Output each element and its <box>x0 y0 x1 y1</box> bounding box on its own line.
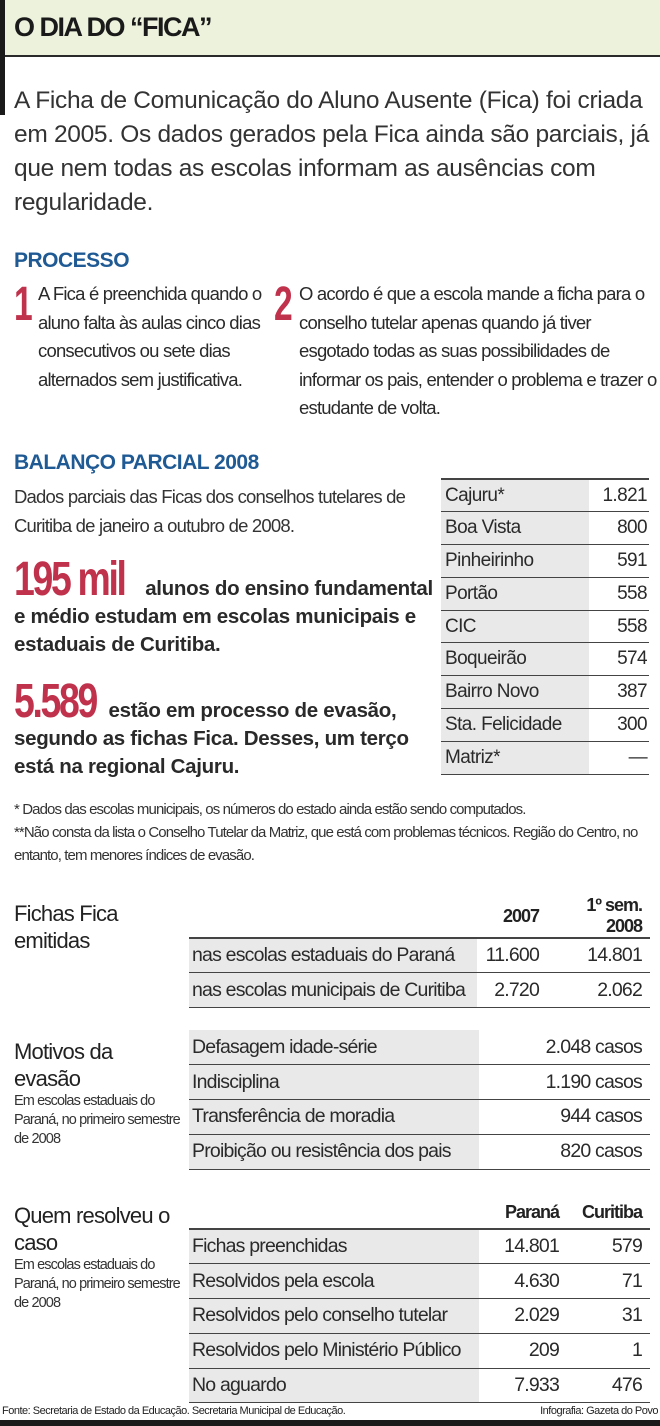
row-value: 14.801 <box>479 1229 567 1264</box>
intro-paragraph: A Ficha de Comunicação do Aluno Ausente (Fica) foi criada em 2005. Os dados gerados pela Fica ainda são parciais, já que nem todas as escolas informam as ausências com regularidade. <box>14 87 649 216</box>
table-row <box>441 741 649 774</box>
region-name: Matriz* <box>441 741 589 774</box>
row-label: nas escolas estaduais do Paraná <box>189 938 477 973</box>
table-row <box>189 1030 650 1065</box>
region-name: Pinheirinho <box>441 545 589 578</box>
header-banner <box>0 0 660 57</box>
region-name: Cajuru* <box>441 479 589 512</box>
row-value: 476 <box>567 1368 650 1403</box>
row-value: 820 casos <box>479 1134 650 1169</box>
row-label: Resolvidos pela escola <box>189 1264 479 1299</box>
table-row <box>189 1333 650 1368</box>
table-row <box>441 676 649 709</box>
footnotes <box>14 798 659 867</box>
column-header: Curitiba <box>581 1201 642 1222</box>
region-value: 591 <box>589 545 649 578</box>
table-row <box>189 1065 650 1100</box>
table-row <box>441 610 649 643</box>
footer-bar <box>0 1420 660 1426</box>
infographic-credit: Infografia: Gazeta do Povo <box>540 1405 658 1417</box>
row-value: 4.630 <box>479 1264 567 1299</box>
table-row <box>441 545 649 578</box>
row-label: Defasagem idade-série <box>189 1030 479 1065</box>
table-row <box>441 643 649 676</box>
stat-students-number: 195 mil <box>14 553 125 606</box>
region-value: 574 <box>589 643 649 676</box>
region-value: 800 <box>589 512 649 545</box>
motivos-table <box>189 1030 650 1170</box>
stat-students-text: alunos do ensino fundamental e médio estudam em escolas municipais e estaduais de Curitiba. <box>14 577 433 656</box>
region-value: — <box>589 741 649 774</box>
row-label: Resolvidos pelo Ministério Público <box>189 1333 479 1368</box>
balanco-subtext: Dados parciais das Ficas dos conselhos tutelares de Curitiba de janeiro a outubro de 2008. <box>14 486 406 536</box>
regions-table <box>441 478 649 775</box>
row-label: Proibição ou resistência dos pais <box>189 1134 479 1169</box>
step-number-2: 2 <box>274 278 293 331</box>
region-name: Portão <box>441 577 589 610</box>
row-value: 2.062 <box>547 973 650 1008</box>
region-value: 558 <box>589 610 649 643</box>
row-label: No aguardo <box>189 1368 479 1403</box>
row-value: 14.801 <box>547 938 650 973</box>
table-row <box>189 1368 650 1403</box>
stat-evasion-text: estão em processo de evasão, segundo as fichas Fica. Desses, um terço está na regional Cajuru. <box>14 699 409 778</box>
source-credit: Fonte: Secretaria de Estado da Educação. Secretaria Municipal de Educação. <box>2 1405 346 1417</box>
row-label: Indisciplina <box>189 1065 479 1100</box>
footnote-1: * Dados das escolas municipais, os números do estado ainda estão sendo computados. <box>14 801 526 818</box>
row-value: 71 <box>567 1264 650 1299</box>
stat-students <box>14 553 434 659</box>
row-value: 1 <box>567 1333 650 1368</box>
row-value: 7.933 <box>479 1368 567 1403</box>
balanco-heading: BALANÇO PARCIAL 2008 <box>14 451 259 474</box>
column-header: 2007 <box>502 905 539 926</box>
region-name: CIC <box>441 610 589 643</box>
table-row <box>189 1229 650 1264</box>
processo-heading: PROCESSO <box>14 249 130 272</box>
table-header-row <box>189 895 650 938</box>
quem-resolveu-subtitle: Em escolas estaduais do Paraná, no primeiro semestre de 2008 <box>14 1257 180 1311</box>
row-value: 209 <box>479 1333 567 1368</box>
step-number-1: 1 <box>14 278 33 331</box>
table-row <box>189 1134 650 1169</box>
table-row <box>441 709 649 742</box>
table-row <box>441 577 649 610</box>
region-value: 387 <box>589 676 649 709</box>
quem-resolveu-title: Quem resolveu o caso <box>14 1203 170 1255</box>
region-value: 300 <box>589 709 649 742</box>
step-text-1: A Fica é preenchida quando o aluno falta às aulas cinco dias consecutivos ou sete dias alternados sem justificativa. <box>38 283 262 390</box>
region-name: Boa Vista <box>441 512 589 545</box>
table-row <box>189 938 650 973</box>
step-text-2: O acordo é que a escola mande a ficha para o conselho tutelar apenas quando já tiver esgotado todas as suas possibilidades de informar os pais, entender o problema e trazer o estudante de volta. <box>299 283 657 418</box>
row-value: 944 casos <box>479 1100 650 1135</box>
motivos-subtitle: Em escolas estaduais do Paraná, no primeiro semestre de 2008 <box>14 1093 180 1147</box>
row-value: 11.600 <box>477 938 547 973</box>
page-title: O DIA DO “FICA” <box>14 12 211 42</box>
row-label: Transferência de moradia <box>189 1100 479 1135</box>
footnote-2: **Não consta da lista o Conselho Tutelar da Matriz, que está com problemas técnicos. Região do Centro, no entanto, tem menores índices de evasão. <box>14 824 638 864</box>
quem-resolveu-table <box>189 1196 650 1403</box>
header-accent-bar <box>0 0 5 115</box>
region-value: 558 <box>589 577 649 610</box>
table-row <box>441 479 649 512</box>
region-value: 1.821 <box>589 479 649 512</box>
region-name: Boqueirão <box>441 643 589 676</box>
table-row <box>189 973 650 1008</box>
stat-evasion-number: 5.589 <box>14 675 96 728</box>
table-row <box>441 512 649 545</box>
column-header: 1º sem. 2008 <box>586 895 642 936</box>
row-label: Resolvidos pelo conselho tutelar <box>189 1299 479 1334</box>
row-value: 2.720 <box>477 973 547 1008</box>
motivos-title: Motivos da evasão <box>14 1039 113 1091</box>
fichas-title: Fichas Fica emitidas <box>14 901 118 953</box>
table-header-row <box>189 1196 650 1229</box>
row-label: Fichas preenchidas <box>189 1229 479 1264</box>
table-row <box>189 1264 650 1299</box>
region-name: Bairro Novo <box>441 676 589 709</box>
row-label: nas escolas municipais de Curitiba <box>189 973 477 1008</box>
row-value: 1.190 casos <box>479 1065 650 1100</box>
column-header: Paraná <box>504 1201 559 1222</box>
table-row <box>189 1299 650 1334</box>
row-value: 2.048 casos <box>479 1030 650 1065</box>
row-value: 2.029 <box>479 1299 567 1334</box>
stat-evasion <box>14 675 434 781</box>
row-value: 31 <box>567 1299 650 1334</box>
fichas-table <box>189 895 650 1008</box>
table-row <box>189 1100 650 1135</box>
row-value: 579 <box>567 1229 650 1264</box>
region-name: Sta. Felicidade <box>441 709 589 742</box>
